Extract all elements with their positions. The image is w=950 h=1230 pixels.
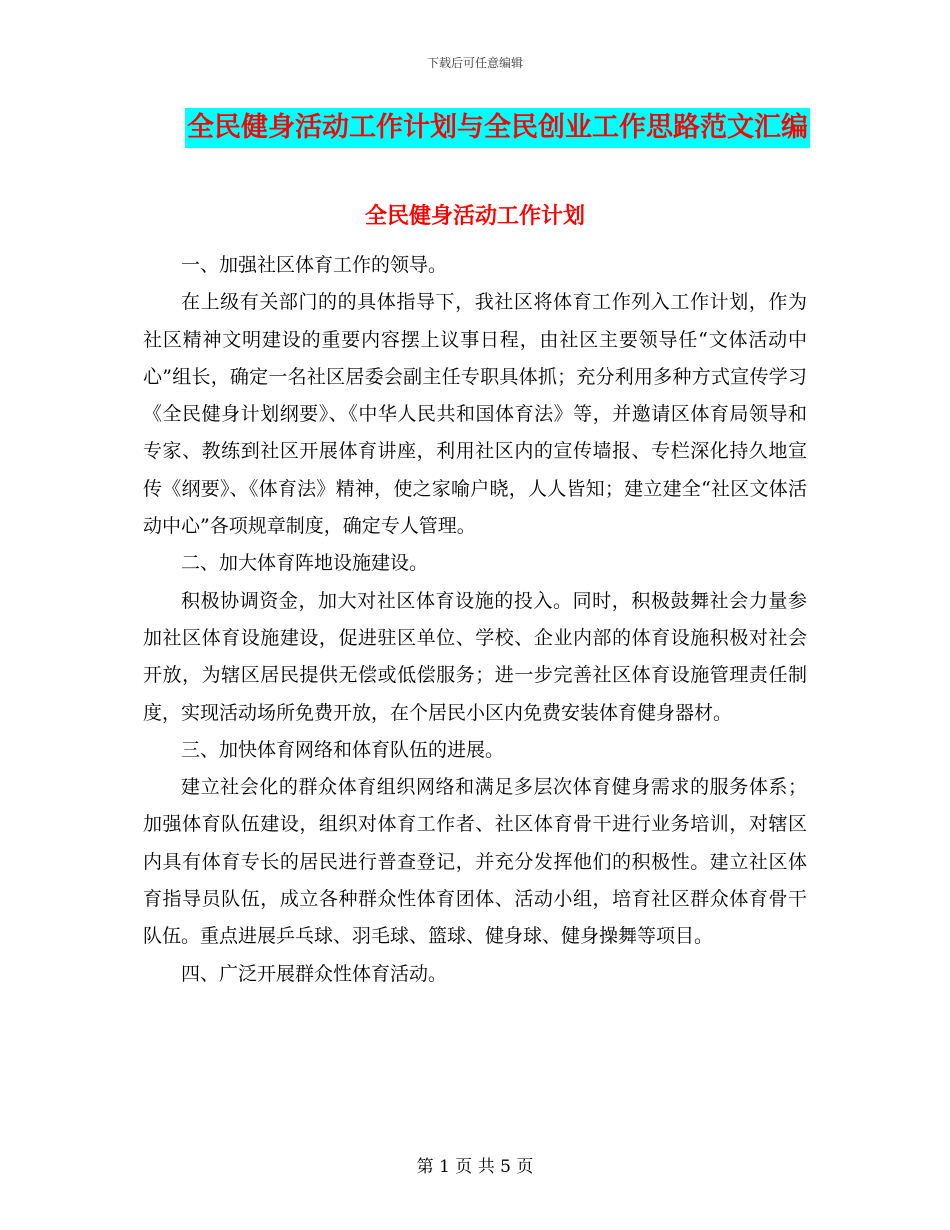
page-number: 第 1 页 共 5 页 xyxy=(416,1157,534,1177)
document-title: 全民健身活动工作计划与全民创业工作思路范文汇编 xyxy=(185,108,810,148)
document-title-container xyxy=(0,108,950,148)
paragraph-2: 积极协调资金，加大对社区体育设施的投入。同时，积极鼓舞社会力量参加社区体育设施建设，促进驻区单位、学校、企业内部的体育设施积极对社会开放，为辖区居民提供无偿或低偿服务；进一步完善社区体育设施管理责任制度，实现活动场所免费开放，在个居民小区内免费安装体育健身器材。 xyxy=(143,589,807,724)
heading-1: 一、加强社区体育工作的领导。 xyxy=(181,254,448,276)
paragraph-1: 在上级有关部门的的具体指导下，我社区将体育工作列入工作计划，作为社区精神文明建设的重要内容摆上议事日程，由社区主要领导任“文体活动中心”组长，确定一名社区居委会副主任专职具体抓；充分利用多种方式宣传学习《全民健身计划纲要》、《中华人民共和国体育法》等，并邀请区体育局领导和专家、教练到社区开展体育讲座，利用社区内的宣传墙报、专栏深化持久地宣传《纲要》、《体育法》精神，使之家喻户晓，人人皆知；建立建全“社区文体活动中心”各项规章制度，确定专人管理。 xyxy=(143,291,807,538)
heading-4: 四、广泛开展群众性体育活动。 xyxy=(181,962,448,985)
page-header-note: 下载后可任意编辑 xyxy=(426,56,523,70)
paragraph-3: 建立社会化的群众体育组织网络和满足多层次体育健身需求的服务体系；加强体育队伍建设，组织对体育工作者、社区体育骨干进行业务培训，对辖区内具有体育专长的居民进行普查登记，并充分发挥他们的积极性。建立社区体育指导员队伍，成立各种群众性体育团体、活动小组，培育社区群众体育骨干队伍。重点进展乒乓球、羽毛球、篮球、健身球、健身操舞等项目。 xyxy=(143,776,807,948)
section-title: 全民健身活动工作计划 xyxy=(364,204,585,229)
heading-2: 二、加大体育阵地设施建设。 xyxy=(181,552,429,575)
heading-3: 三、加快体育网络和体育队伍的进展。 xyxy=(181,738,505,761)
document-body xyxy=(143,247,807,993)
